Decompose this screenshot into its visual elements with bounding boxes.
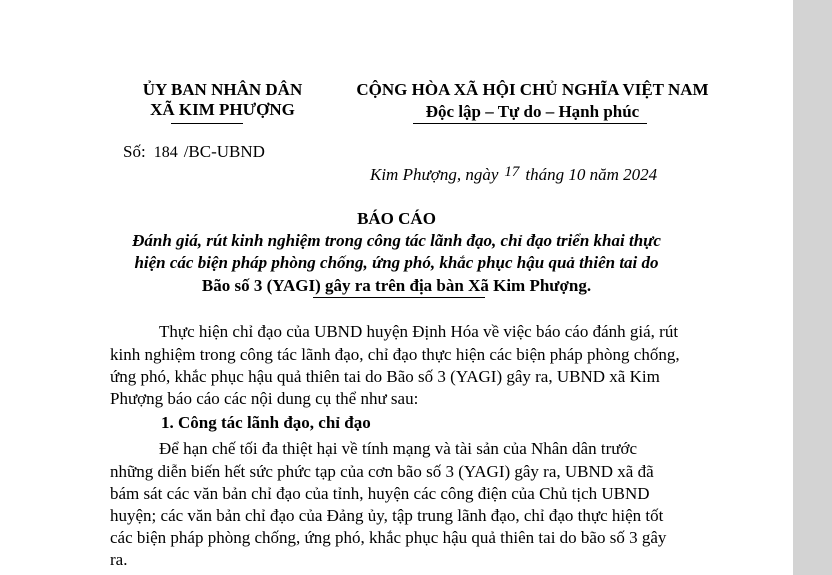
date-day: 17 <box>504 164 520 180</box>
document-number-value: 184 <box>153 144 178 161</box>
section-1-line-6: ra. <box>110 550 128 569</box>
report-title-line2: hiện các biện pháp phòng chống, ứng phó, khắc phục hậu quả thiên tai do <box>134 253 659 272</box>
intro-line-1: Thực hiện chỉ đạo của UBND huyện Định Hóa về việc báo cáo đánh giá, rút <box>159 322 679 341</box>
section-1-line-3: bám sát các văn bản chỉ đạo của tỉnh, huyện các công điện của Chủ tịch UBND <box>110 484 650 503</box>
org-name-line1: ỦY BAN NHÂN DÂN <box>142 80 303 99</box>
national-motto: Độc lập – Tự do – Hạnh phúc <box>425 102 640 121</box>
report-title-line3: Bão số 3 (YAGI) gây ra trên địa bàn Xã Kim Phượng. <box>201 276 592 295</box>
viewer-background <box>793 0 832 575</box>
report-type: BÁO CÁO <box>357 209 436 228</box>
national-title: CỘNG HÒA XÃ HỘI CHỦ NGHĨA VIỆT NAM <box>356 80 709 99</box>
intro-line-3: ứng phó, khắc phục hậu quả thiên tai do Bão số 3 (YAGI) gây ra, UBND xã Kim <box>110 367 660 386</box>
motto-underline <box>413 123 647 124</box>
document-number-prefix: Số: <box>123 142 146 161</box>
report-title-line1: Đánh giá, rút kinh nghiệm trong công tác lãnh đạo, chỉ đạo triển khai thực <box>132 231 661 250</box>
document-number-suffix: /BC-UBND <box>183 142 265 161</box>
title-underline <box>313 297 485 298</box>
section-1-heading: 1. Công tác lãnh đạo, chỉ đạo <box>161 413 371 432</box>
org-name-line2: XÃ KIM PHƯỢNG <box>150 100 295 119</box>
date-place: Kim Phượng, ngày <box>370 165 499 184</box>
intro-line-4: Phượng báo cáo các nội dung cụ thể như sau: <box>110 389 419 408</box>
section-1-line-5: các biện pháp phòng chống, ứng phó, khắc phục hậu quả thiên tai do bão số 3 gây <box>110 528 667 547</box>
date-line <box>370 165 657 185</box>
section-1-line-2: những diễn biến hết sức phức tạp của cơn bão số 3 (YAGI) gây ra, UBND xã đã <box>110 462 654 481</box>
section-1-line-1: Để hạn chế tối đa thiệt hại về tính mạng và tài sản của Nhân dân trước <box>159 439 637 458</box>
intro-line-2: kinh nghiệm trong công tác lãnh đạo, chỉ đạo thực hiện các biện pháp phòng chống, <box>110 345 680 364</box>
org-underline <box>171 123 243 124</box>
document-number <box>123 142 265 162</box>
date-rest: tháng 10 năm 2024 <box>525 165 658 184</box>
section-1-line-4: huyện; các văn bản chỉ đạo của Đảng ủy, tập trung lãnh đạo, chỉ đạo thực hiện tốt <box>110 506 664 525</box>
